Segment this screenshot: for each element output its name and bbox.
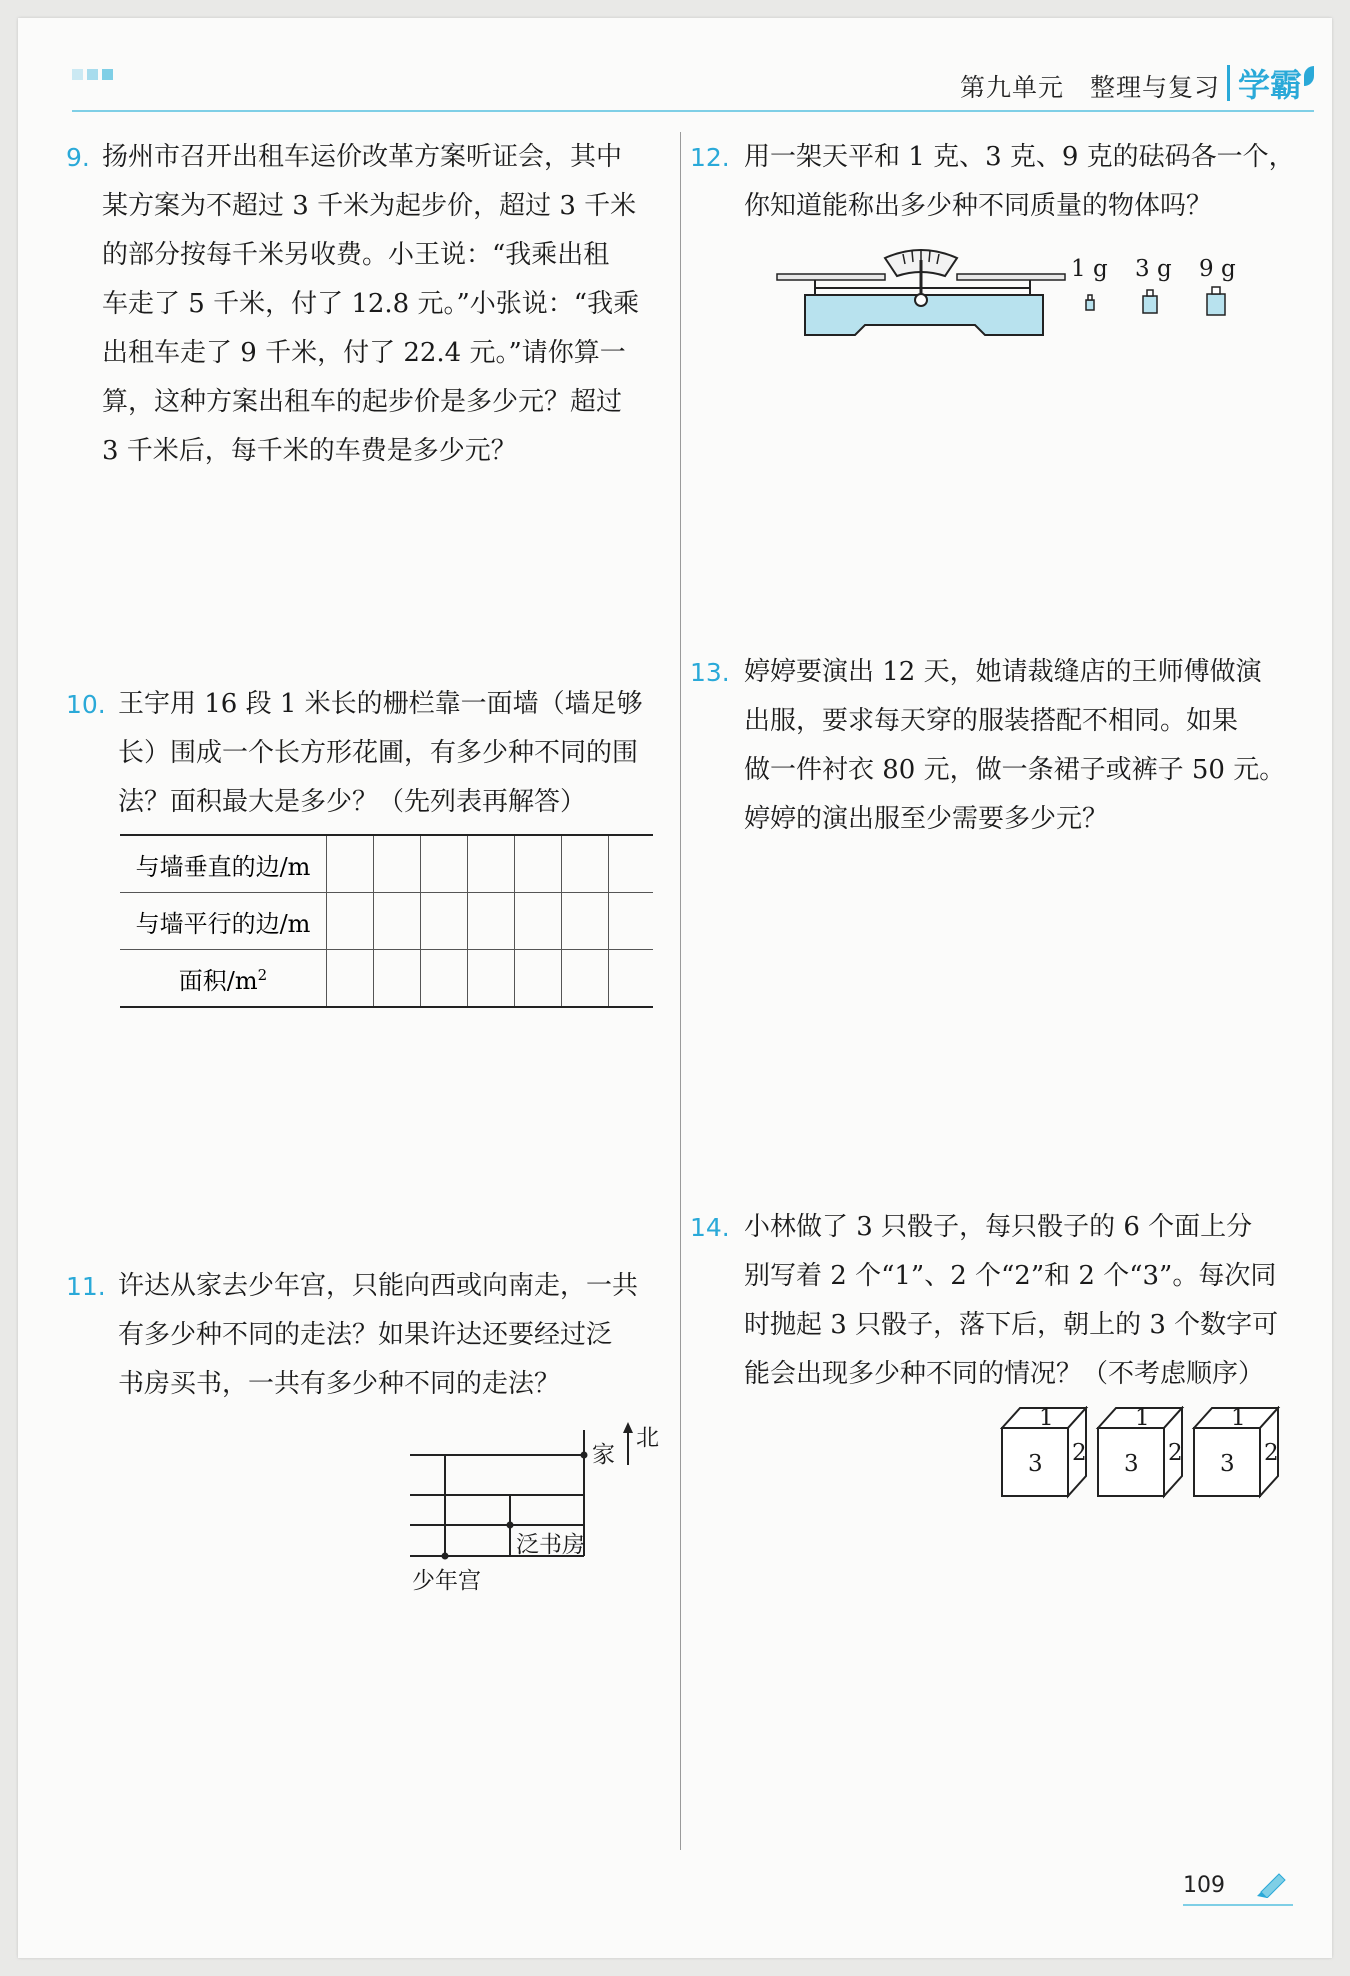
die-side-face: 2 bbox=[1168, 1440, 1183, 1466]
answer-cell[interactable] bbox=[374, 893, 421, 950]
answer-cell[interactable] bbox=[609, 893, 654, 950]
problem-10 bbox=[66, 680, 643, 827]
answer-cell[interactable] bbox=[562, 893, 609, 950]
problem-12 bbox=[690, 133, 1295, 231]
section-title: 整理与复习 bbox=[1089, 73, 1220, 102]
header-dot bbox=[87, 69, 98, 80]
text-line: 算，这种方案出租车的起步价是多少元？超过 bbox=[102, 387, 623, 417]
text-line: 书房买书，一共有多少种不同的走法？ bbox=[118, 1369, 561, 1399]
die-front-face: 3 bbox=[1220, 1451, 1235, 1477]
answer-cell[interactable] bbox=[468, 950, 515, 1008]
text-line: 3 千米后，每千米的车费是多少元？ bbox=[102, 436, 517, 466]
text-line: 能会出现多少种不同的情况？（不考虑顺序） bbox=[744, 1359, 1265, 1389]
weight-3g-icon bbox=[1143, 290, 1157, 313]
problem-13 bbox=[690, 648, 1285, 844]
text-line: 出服，要求每天穿的服装搭配不相同。如果 bbox=[744, 706, 1239, 736]
text-line: 婷婷的演出服至少需要多少元？ bbox=[744, 804, 1109, 834]
area-exponent: 2 bbox=[257, 965, 268, 984]
north-arrow-icon bbox=[623, 1422, 633, 1433]
area-label: 面积/m bbox=[178, 966, 258, 995]
answer-cell[interactable] bbox=[515, 950, 562, 1008]
die-icon bbox=[1098, 1406, 1183, 1496]
answer-cell[interactable] bbox=[609, 950, 654, 1008]
bookstore-label: 泛书房 bbox=[516, 1532, 585, 1558]
problem-14 bbox=[690, 1203, 1278, 1399]
weight-label: 1 g bbox=[1071, 256, 1108, 282]
problem-text bbox=[102, 133, 639, 476]
problem-number: 13. bbox=[690, 658, 730, 687]
column-divider bbox=[680, 132, 681, 1850]
text-line: 的部分按每千米另收费。小王说：“我乘出租 bbox=[102, 240, 610, 270]
table-row bbox=[120, 893, 653, 950]
text-line: 别写着 2 个“1”、2 个“2”和 2 个“3”。每次同 bbox=[744, 1261, 1277, 1291]
unit-title: 第九单元 bbox=[959, 73, 1064, 102]
home-dot bbox=[581, 1452, 588, 1459]
page-number-rule bbox=[1183, 1904, 1293, 1906]
answer-cell[interactable] bbox=[374, 835, 421, 893]
die-side-face: 2 bbox=[1072, 1440, 1087, 1466]
answer-cell[interactable] bbox=[468, 835, 515, 893]
text-line: 婷婷要演出 12 天，她请裁缝店的王师傅做演 bbox=[744, 657, 1262, 687]
fence-table bbox=[120, 834, 653, 1008]
die-front-face: 3 bbox=[1028, 1451, 1043, 1477]
balance-figure bbox=[775, 240, 1275, 346]
answer-cell[interactable] bbox=[327, 893, 374, 950]
answer-cell[interactable] bbox=[609, 835, 654, 893]
answer-cell[interactable] bbox=[515, 893, 562, 950]
dice-figure bbox=[1000, 1406, 1292, 1502]
problem-text bbox=[744, 1203, 1278, 1399]
palace-dot bbox=[442, 1553, 449, 1560]
answer-cell[interactable] bbox=[374, 950, 421, 1008]
die-side-face: 2 bbox=[1264, 1440, 1279, 1466]
brand-name: 学霸 bbox=[1237, 66, 1302, 104]
die-top-face: 1 bbox=[1231, 1406, 1246, 1431]
row-header: 与墙垂直的边/m bbox=[120, 835, 327, 893]
problem-number: 10. bbox=[66, 690, 106, 719]
text-line: 小林做了 3 只骰子，每只骰子的 6 个面上分 bbox=[744, 1212, 1253, 1242]
header-rule bbox=[72, 110, 1314, 112]
problem-text bbox=[118, 680, 643, 827]
header-decoration bbox=[72, 69, 113, 80]
die-top-face: 1 bbox=[1039, 1406, 1054, 1431]
pencil-icon bbox=[1255, 1868, 1289, 1898]
weight-1g-icon bbox=[1086, 295, 1094, 310]
text-line: 有多少种不同的走法？如果许达还要经过泛 bbox=[118, 1320, 613, 1350]
die-top-face: 1 bbox=[1135, 1406, 1150, 1431]
problem-number: 11. bbox=[66, 1272, 106, 1301]
answer-cell[interactable] bbox=[327, 835, 374, 893]
weight-9g-icon bbox=[1207, 287, 1225, 315]
problem-number: 9. bbox=[66, 143, 90, 172]
bookstore-dot bbox=[507, 1522, 514, 1529]
weight-label: 9 g bbox=[1199, 256, 1236, 282]
route-map bbox=[400, 1420, 670, 1600]
brand-divider bbox=[1227, 65, 1230, 101]
text-line: 许达从家去少年宫，只能向西或向南走，一共 bbox=[118, 1271, 639, 1301]
row-header: 与墙平行的边/m bbox=[120, 893, 327, 950]
north-label: 北 bbox=[636, 1425, 659, 1451]
answer-cell[interactable] bbox=[421, 835, 468, 893]
problem-text bbox=[744, 133, 1295, 231]
page-header bbox=[960, 68, 1220, 104]
text-line: 车走了 5 千米，付了 12.8 元。”小张说：“我乘 bbox=[102, 289, 640, 319]
page-number: 109 bbox=[1183, 1873, 1225, 1898]
header-dot bbox=[72, 69, 83, 80]
balance-icon bbox=[777, 250, 1065, 335]
die-icon bbox=[1194, 1406, 1279, 1496]
row-header bbox=[120, 950, 327, 1008]
brand-logo bbox=[1227, 60, 1314, 106]
text-line: 王宇用 16 段 1 米长的栅栏靠一面墙（墙足够 bbox=[118, 689, 643, 719]
text-line: 你知道能称出多少种不同质量的物体吗？ bbox=[744, 191, 1213, 221]
answer-cell[interactable] bbox=[562, 950, 609, 1008]
text-line: 扬州市召开出租车运价改革方案听证会，其中 bbox=[102, 142, 623, 172]
die-icon bbox=[1002, 1406, 1087, 1496]
text-line: 某方案为不超过 3 千米为起步价，超过 3 千米 bbox=[102, 191, 637, 221]
problem-text bbox=[118, 1262, 638, 1409]
text-line: 长）围成一个长方形花圃，有多少种不同的围 bbox=[118, 738, 639, 768]
answer-cell[interactable] bbox=[562, 835, 609, 893]
text-line: 法？面积最大是多少？（先列表再解答） bbox=[118, 787, 587, 817]
text-line: 时抛起 3 只骰子，落下后，朝上的 3 个数字可 bbox=[744, 1310, 1279, 1340]
problem-9 bbox=[66, 133, 639, 476]
answer-cell[interactable] bbox=[421, 950, 468, 1008]
text-line: 做一件衬衣 80 元，做一条裙子或裤子 50 元。 bbox=[744, 755, 1286, 785]
table-row bbox=[120, 950, 653, 1008]
answer-cell[interactable] bbox=[421, 893, 468, 950]
problem-number: 14. bbox=[690, 1213, 730, 1242]
problem-11 bbox=[66, 1262, 638, 1409]
palace-label: 少年宫 bbox=[412, 1568, 481, 1594]
text-line: 出租车走了 9 千米，付了 22.4 元。”请你算一 bbox=[102, 338, 626, 368]
leaf-icon bbox=[1304, 66, 1314, 86]
home-label: 家 bbox=[592, 1442, 615, 1468]
answer-cell[interactable] bbox=[515, 835, 562, 893]
header-dot bbox=[102, 69, 113, 80]
answer-cell[interactable] bbox=[327, 950, 374, 1008]
problem-text bbox=[744, 648, 1285, 844]
die-front-face: 3 bbox=[1124, 1451, 1139, 1477]
table-row bbox=[120, 835, 653, 893]
problem-number: 12. bbox=[690, 143, 730, 172]
weight-label: 3 g bbox=[1135, 256, 1172, 282]
answer-cell[interactable] bbox=[468, 893, 515, 950]
text-line: 用一架天平和 1 克、3 克、9 克的砝码各一个， bbox=[744, 142, 1295, 172]
